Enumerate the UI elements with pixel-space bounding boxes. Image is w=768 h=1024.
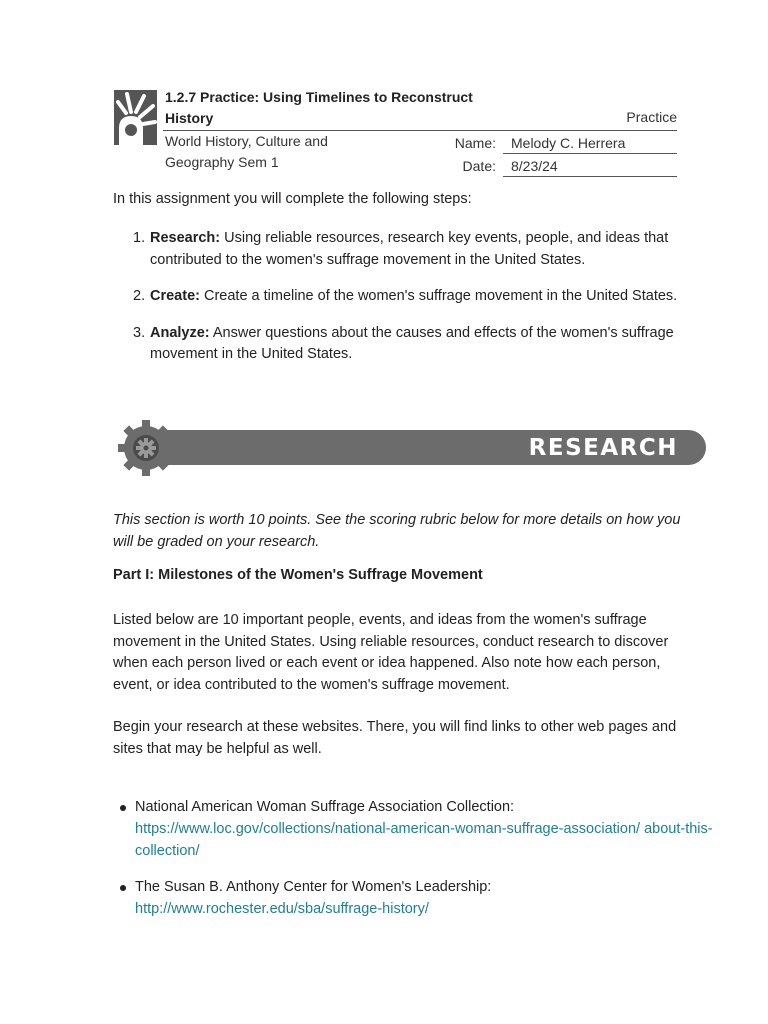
- step-text: Using reliable resources, research key events, people, and ideas that contributed to the women's suffrage movement in the United States.: [150, 230, 669, 268]
- bullet: [120, 805, 126, 811]
- gear-icon: [116, 418, 176, 478]
- name-label: Name:: [454, 135, 496, 151]
- list-item: [113, 876, 713, 920]
- assignment-type: Practice: [626, 109, 677, 125]
- section-note: This section is worth 10 points. See the scoring rubric below for more details on how you will be graded on your research.: [113, 512, 681, 550]
- step-text: Create a timeline of the women's suffrage movement in the United States.: [199, 288, 678, 304]
- step-number: 2.: [133, 288, 146, 304]
- list-item: [113, 796, 713, 862]
- resource-name: National American Woman Suffrage Association Collection:: [135, 799, 515, 815]
- websites-paragraph: Begin your research at these websites. There, you will find links to other web pages and sites that may be helpful as well.: [113, 719, 677, 757]
- list-item: [113, 323, 683, 366]
- date-field[interactable]: 8/23/24: [503, 156, 677, 177]
- banner-label: RESEARCH: [528, 435, 678, 461]
- assignment-title: 1.2.7 Practice: Using Timelines to Reconstruct History: [165, 89, 473, 126]
- date-label: Date:: [462, 158, 496, 174]
- step-label: Research:: [150, 230, 221, 246]
- resource-link[interactable]: https://www.loc.gov/collections/national-american-woman-suffrage-association/ about-this-collection/: [135, 821, 713, 859]
- course-name: World History, Culture and Geography Sem 1: [165, 133, 328, 170]
- step-number: 3.: [133, 324, 146, 341]
- school-logo-icon: [114, 90, 157, 145]
- steps-list: [113, 228, 683, 381]
- step-label: Analyze:: [150, 324, 210, 341]
- research-banner: [116, 418, 708, 480]
- name-field[interactable]: Melody C. Herrera: [503, 133, 677, 154]
- resource-link[interactable]: http://www.rochester.edu/sba/suffrage-history/: [135, 901, 429, 917]
- list-item: [113, 228, 683, 271]
- step-label: Create:: [150, 288, 200, 304]
- list-item: [113, 286, 683, 308]
- resource-list: [113, 796, 713, 934]
- part-heading: Part I: Milestones of the Women's Suffrage Movement: [113, 567, 483, 583]
- resource-name: The Susan B. Anthony Center for Women's Leadership:: [135, 879, 492, 895]
- step-text: Answer questions about the causes and effects of the women's suffrage movement in the United States.: [150, 324, 674, 362]
- bullet: [120, 885, 126, 891]
- intro-text: In this assignment you will complete the following steps:: [113, 191, 472, 207]
- step-number: 1.: [133, 230, 146, 246]
- instructions-paragraph: Listed below are 10 important people, events, and ideas from the women's suffrage movement in the United States. Using reliable resources, conduct research to discover when each person lived or each event or idea happened. Also note how each person, event, or idea contributed to the women's suffrage movement.: [113, 612, 669, 694]
